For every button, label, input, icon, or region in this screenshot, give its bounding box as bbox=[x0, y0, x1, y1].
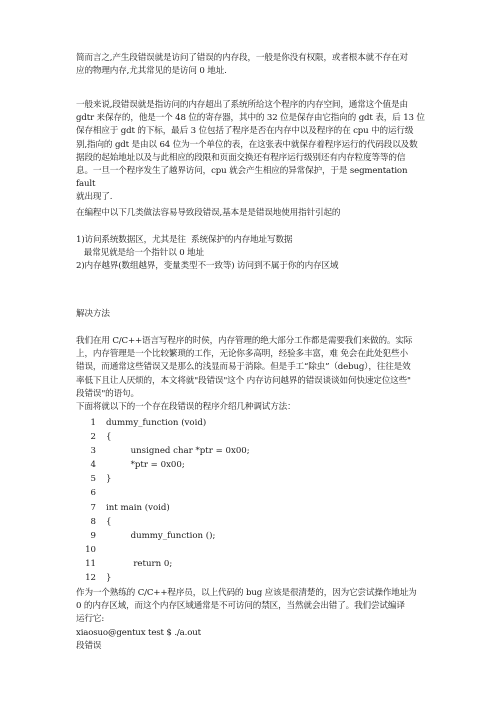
line-number: 5 bbox=[90, 474, 96, 485]
code-line bbox=[76, 486, 428, 500]
code-listing bbox=[76, 416, 428, 585]
line-text: dummy_function (); bbox=[106, 530, 216, 541]
code-line bbox=[76, 430, 428, 444]
line-text: { bbox=[106, 516, 112, 527]
line-text: } bbox=[106, 573, 112, 584]
line-number: 4 bbox=[90, 460, 96, 471]
paragraph-intro: 简而言之,产生段错误就是访问了错误的内存段，一般是你没有权限，或者根本就不存在对 应的物理内存,尤其常见的是访问 0 地址. bbox=[76, 53, 408, 77]
line-text: int main (void) bbox=[106, 502, 170, 513]
line-number: 9 bbox=[90, 530, 96, 541]
line-number: 2 bbox=[90, 432, 96, 443]
paragraph-memory-management: 我们在用 C/C++语言写程序的时侯，内存管理的绝大部分工作都是需要我们来做的。实际 上，内存管理是一个比较繁琐的工作，无论你多高明，经验多丰富，难 免会在此处犯些小 错误，而通常这些错误又是那么的浅显而易于消除。但是手工“除虫”（debug），往往是效 率低下且让人厌烦的，本文将就"段错误"这个 内存访问越界的错误谈谈如何快速定位这些" 段错误"的语句。 下面将就以下的一个存在段错误的程序介绍几种调试方法： bbox=[76, 336, 413, 413]
line-text: { bbox=[106, 432, 112, 443]
paragraph-causes-intro: 在编程中以下几类做法容易导致段错误,基本是是错误地使用指针引起的 bbox=[76, 208, 341, 218]
section-heading-solutions: 解决方法 bbox=[76, 309, 110, 319]
line-number: 11 bbox=[85, 558, 96, 569]
code-line bbox=[76, 571, 428, 585]
paragraph-gdtr: 一般来说,段错误就是指访问的内存超出了系统所给这个程序的内存空间，通常这个值是由 gdtr 来保存的，他是一个 48 位的寄存器，其中的 32 位是保存由它指向的 gdt 表，后 13 位 保存相应于 gdt 的下标，最后 3 位包括了程序是否在内存中以及程序的在 cpu 中的运行级 别,指向的 gdt 是由以 64 位为一个单位的表，在这张表中就保存着程序运行的代码段以及数 据段的起始地址以及与此相应的段限和页面交换还有程序运行级别还有内存粒度等等的信 息。一旦一个程序发生了越界访问，cpu 就会产生相应的异常保护，于是 segmentation fault 就出现了. bbox=[76, 100, 425, 203]
code-line bbox=[76, 472, 428, 486]
code-line bbox=[76, 501, 428, 515]
line-number: 8 bbox=[90, 516, 96, 527]
code-line bbox=[76, 458, 428, 472]
paragraph-compile-run: 作为一个熟练的 C/C++程序员，以上代码的 bug 应该是很清楚的，因为它尝试操作地址为 0 的内存区域，而这个内存区域通常是不可访问的禁区，当然就会出错了。我们尝试编译 运行它: xiaosuo@gentux test $ ./a.out 段错误 bbox=[76, 588, 417, 651]
code-line bbox=[76, 444, 428, 458]
line-number: 12 bbox=[85, 573, 96, 584]
code-line bbox=[76, 515, 428, 529]
line-text: } bbox=[106, 474, 112, 485]
code-line bbox=[76, 557, 428, 571]
line-number: 1 bbox=[90, 418, 96, 428]
code-line bbox=[76, 543, 428, 557]
code-line bbox=[76, 416, 428, 430]
line-number: 7 bbox=[90, 502, 96, 513]
line-text: *ptr = 0x00; bbox=[106, 460, 185, 471]
line-number: 6 bbox=[90, 488, 96, 499]
line-text: return 0; bbox=[106, 558, 173, 569]
line-number: 3 bbox=[90, 446, 96, 457]
line-text: dummy_function (void) bbox=[106, 418, 207, 428]
line-number: 10 bbox=[85, 544, 96, 555]
code-line bbox=[76, 529, 428, 543]
line-text: unsigned char *ptr = 0x00; bbox=[106, 446, 250, 457]
causes-list: 1)访问系统数据区，尤其是往 系统保护的内存地址写数据 最常见就是给一个指针以 0 地址 2)内存越界(数组越界，变量类型不一致等) 访问到不属于你的内存区域 bbox=[76, 235, 339, 272]
